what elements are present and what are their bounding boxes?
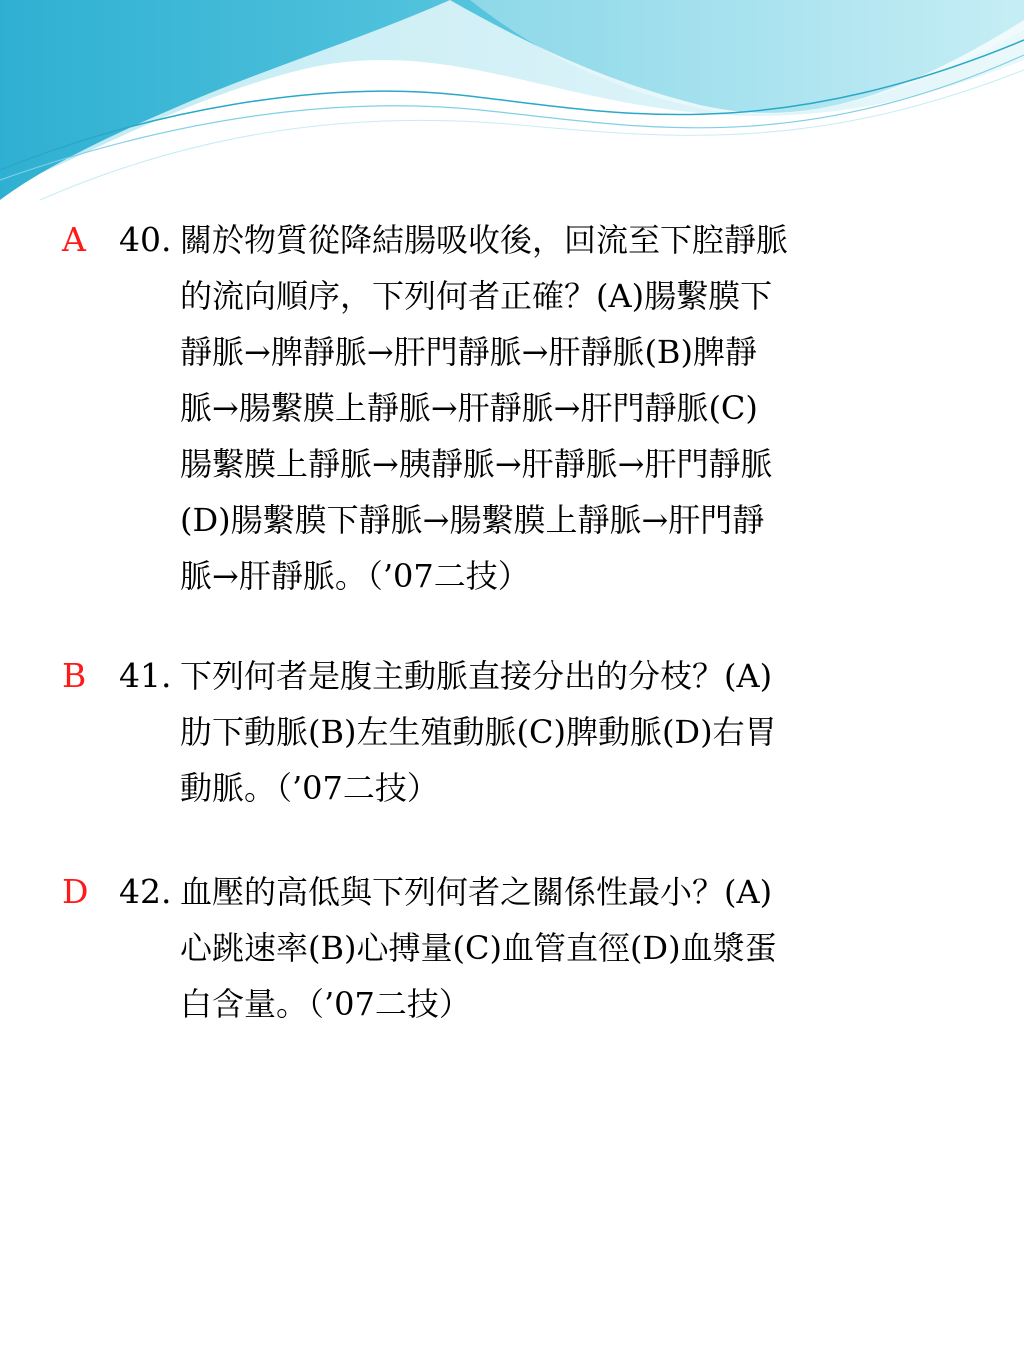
question-text <box>180 648 902 816</box>
question-number: 41. <box>119 656 172 695</box>
question-text <box>180 864 902 1032</box>
question-line: 白含量。（’07二技） <box>180 985 471 1023</box>
question-line: 靜脈→脾靜脈→肝門靜脈→肝靜脈(B)脾靜 <box>180 333 757 371</box>
question-line: 下列何者是腹主動脈直接分出的分枝？(A) <box>180 657 773 695</box>
question-line: 心跳速率(B)心搏量(C)血管直徑(D)血漿蛋 <box>180 929 777 967</box>
question-line: 動脈。（’07二技） <box>180 769 439 807</box>
question-line: 脈→腸繫膜上靜脈→肝靜脈→肝門靜脈(C) <box>180 389 758 427</box>
question-text <box>180 212 902 604</box>
question-line: 脈→肝靜脈。（’07二技） <box>180 557 530 595</box>
question-line: 肋下動脈(B)左生殖動脈(C)脾動脈(D)右胃 <box>180 713 777 751</box>
question-number: 40. <box>119 220 172 259</box>
question-line: 腸繫膜上靜脈→胰靜脈→肝靜脈→肝門靜脈 <box>180 445 773 483</box>
question-line: 血壓的高低與下列何者之關係性最小？(A) <box>180 873 773 911</box>
question-line: 的流向順序，下列何者正確？(A)腸繫膜下 <box>180 277 773 315</box>
question-line: 關於物質從降結腸吸收後，回流至下腔靜脈 <box>180 221 789 259</box>
answer-letter: A <box>62 220 86 259</box>
answer-letter: D <box>62 872 89 911</box>
question-number: 42. <box>119 872 172 911</box>
answer-letter: B <box>62 656 87 695</box>
wave-header-decoration <box>0 0 1024 210</box>
question-line: (D)腸繫膜下靜脈→腸繫膜上靜脈→肝門靜 <box>180 501 765 539</box>
